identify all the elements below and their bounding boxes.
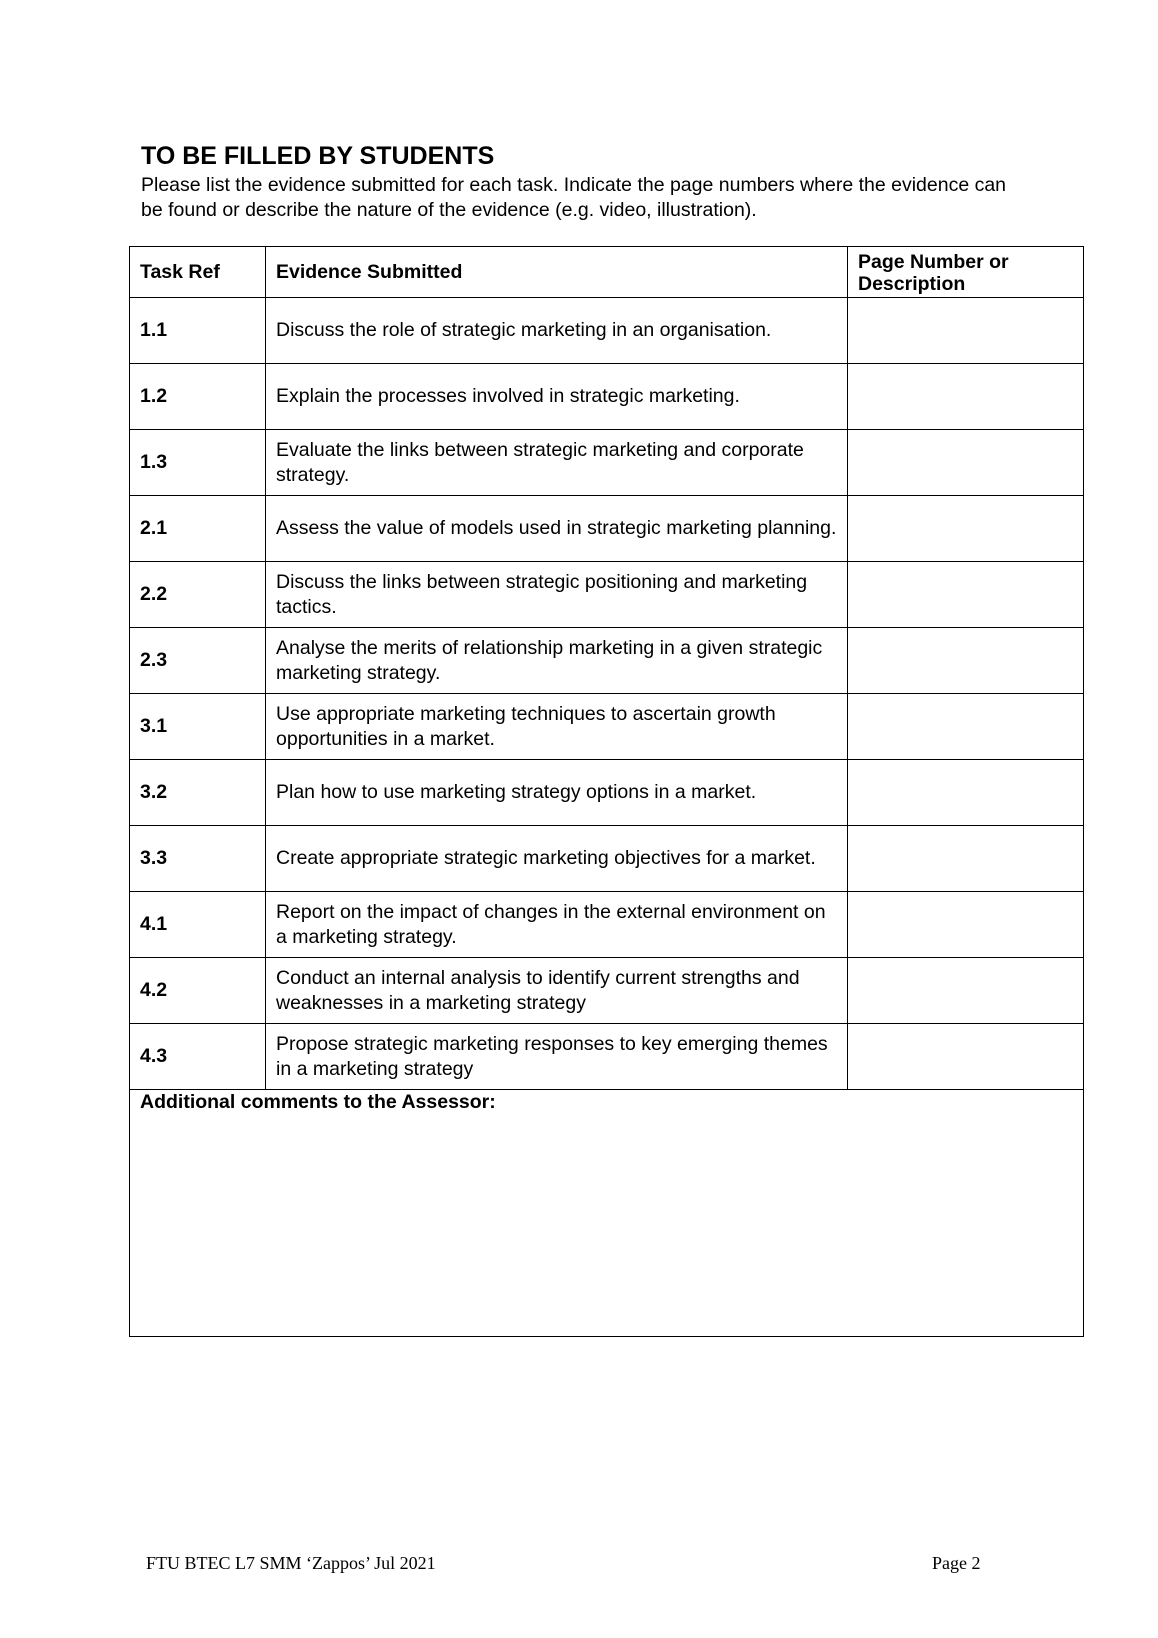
evidence-cell: Discuss the links between strategic positioning and marketing tactics. [266, 562, 848, 628]
task-ref-cell: 2.3 [130, 628, 266, 694]
task-ref-cell: 4.2 [130, 958, 266, 1024]
table-row [130, 298, 1084, 364]
task-ref-cell: 3.2 [130, 760, 266, 826]
page-number-cell[interactable] [848, 628, 1084, 694]
instructions-text: Please list the evidence submitted for each task. Indicate the page numbers where the evidence can be found or describe the nature of the evidence (e.g. video, illustration). [141, 174, 1007, 221]
footer-document-id: FTU BTEC L7 SMM ‘Zappos’ Jul 2021 [146, 1553, 436, 1573]
evidence-cell: Evaluate the links between strategic marketing and corporate strategy. [266, 430, 848, 496]
page-number-cell[interactable] [848, 892, 1084, 958]
header-page-number: Page Number or Description [848, 247, 1084, 298]
evidence-table [129, 246, 1084, 1337]
task-ref-cell: 2.2 [130, 562, 266, 628]
page-number-cell[interactable] [848, 1024, 1084, 1090]
task-ref-cell: 1.2 [130, 364, 266, 430]
page-number-cell[interactable] [848, 826, 1084, 892]
evidence-cell: Report on the impact of changes in the external environment on a marketing strategy. [266, 892, 848, 958]
evidence-cell: Create appropriate strategic marketing objectives for a market. [266, 826, 848, 892]
header-task-ref: Task Ref [130, 247, 266, 298]
page-number-cell[interactable] [848, 430, 1084, 496]
evidence-cell: Analyse the merits of relationship marketing in a given strategic marketing strategy. [266, 628, 848, 694]
table-row [130, 364, 1084, 430]
assessor-comments-box[interactable] [130, 1090, 1084, 1337]
page-number-cell[interactable] [848, 298, 1084, 364]
table-row [130, 628, 1084, 694]
page-title: TO BE FILLED BY STUDENTS [141, 142, 495, 170]
page-number-cell[interactable] [848, 694, 1084, 760]
evidence-cell: Plan how to use marketing strategy options in a market. [266, 760, 848, 826]
assessor-comments-label: Additional comments to the Assessor: [140, 1091, 496, 1113]
evidence-cell: Propose strategic marketing responses to key emerging themes in a marketing strategy [266, 1024, 848, 1090]
page-number-cell[interactable] [848, 760, 1084, 826]
evidence-cell: Explain the processes involved in strategic marketing. [266, 364, 848, 430]
table-row [130, 958, 1084, 1024]
table-row [130, 496, 1084, 562]
evidence-cell: Use appropriate marketing techniques to ascertain growth opportunities in a market. [266, 694, 848, 760]
table-row [130, 760, 1084, 826]
evidence-cell: Discuss the role of strategic marketing in an organisation. [266, 298, 848, 364]
table-row [130, 694, 1084, 760]
task-ref-cell: 3.1 [130, 694, 266, 760]
header-evidence-submitted: Evidence Submitted [266, 247, 848, 298]
table-row [130, 826, 1084, 892]
table-row [130, 562, 1084, 628]
footer-page-number: Page 2 [932, 1553, 981, 1573]
task-ref-cell: 3.3 [130, 826, 266, 892]
table-header-row [130, 247, 1084, 298]
task-ref-cell: 2.1 [130, 496, 266, 562]
page-number-cell[interactable] [848, 364, 1084, 430]
page-number-cell[interactable] [848, 562, 1084, 628]
task-ref-cell: 4.1 [130, 892, 266, 958]
page-number-cell[interactable] [848, 958, 1084, 1024]
task-ref-cell: 1.3 [130, 430, 266, 496]
task-ref-cell: 4.3 [130, 1024, 266, 1090]
table-row [130, 892, 1084, 958]
evidence-cell: Conduct an internal analysis to identify current strengths and weaknesses in a marketing strategy [266, 958, 848, 1024]
table-row [130, 430, 1084, 496]
task-ref-cell: 1.1 [130, 298, 266, 364]
page-number-cell[interactable] [848, 496, 1084, 562]
table-body [130, 298, 1084, 1090]
table-row [130, 1024, 1084, 1090]
evidence-cell: Assess the value of models used in strategic marketing planning. [266, 496, 848, 562]
comments-row [130, 1090, 1084, 1337]
